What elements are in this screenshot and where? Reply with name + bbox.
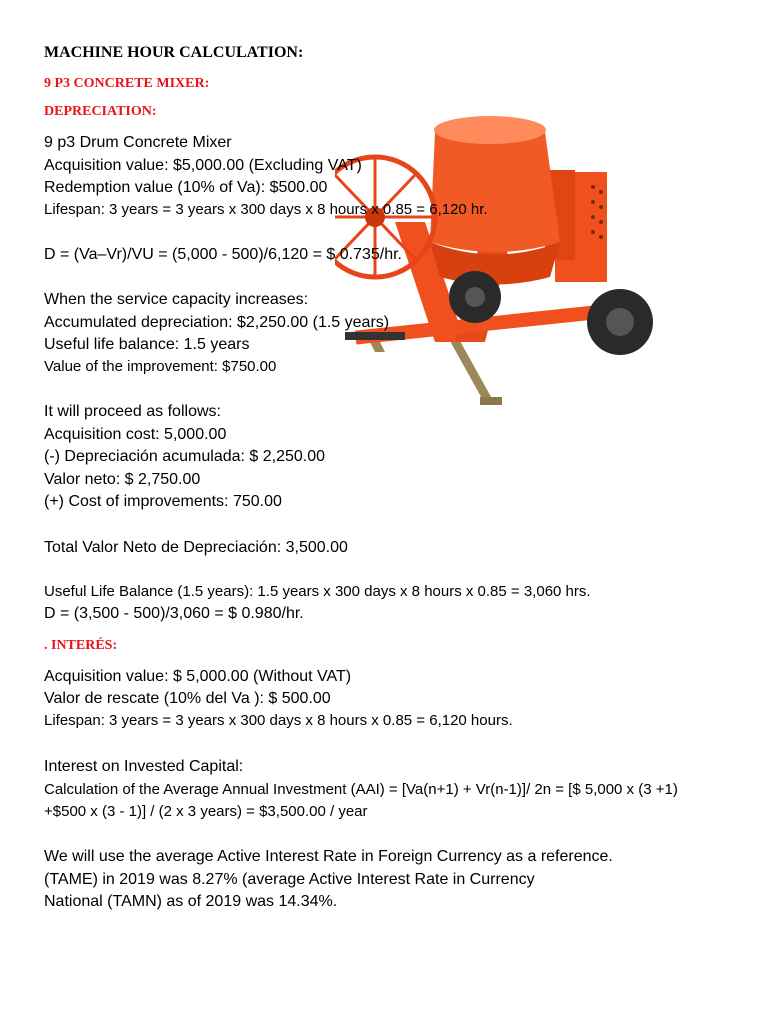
dep-line: (+) Cost of improvements: 750.00 [44, 493, 282, 510]
dep-line: Acquisition value: $5,000.00 (Excluding VAT) [44, 157, 362, 174]
dep-line: Accumulated depreciation: $2,250.00 (1.5 years) [44, 314, 390, 331]
int-line: Lifespan: 3 years = 3 years x 300 days x 8 hours x 0.85 = 6,120 hours. [44, 712, 513, 729]
dep-line: It will proceed as follows: [44, 403, 221, 420]
int-line: Valor de rescate (10% del Va ): $ 500.00 [44, 690, 331, 707]
int-paragraph: Calculation of the Average Annual Investment (AAI) = [Va(n+1) + Vr(n-1)]/ 2n = [$ 5,000 x (3 +1) +$500 x (3 - 1)] / (2 x 3 years) = $3,500.00 / year [44, 781, 678, 820]
int-line: (TAME) in 2019 was 8.27% (average Active Interest Rate in Currency [44, 871, 535, 888]
dep-line: Useful Life Balance (1.5 years): 1.5 years x 300 days x 8 hours x 0.85 = 3,060 hrs. [44, 583, 591, 600]
depreciation-heading: DEPRECIATION: [44, 104, 157, 119]
dep-line: Useful life balance: 1.5 years [44, 336, 250, 353]
dep-total: Total Valor Neto de Depreciación: 3,500.00 [44, 539, 348, 556]
dep-line: 9 p3 Drum Concrete Mixer [44, 134, 232, 151]
dep-formula: D = (Va–Vr)/VU = (5,000 - 500)/6,120 = $ 0.735/hr. [44, 246, 402, 263]
int-line: We will use the average Active Interest Rate in Foreign Currency as a reference. [44, 848, 613, 865]
dep-formula: D = (3,500 - 500)/3,060 = $ 0.980/hr. [44, 605, 304, 622]
dep-line: Lifespan: 3 years = 3 years x 300 days x 8 hours x 0.85 = 6,120 hr. [44, 201, 488, 218]
dep-line: Redemption value (10% of Va): $500.00 [44, 179, 328, 196]
int-line: Acquisition value: $ 5,000.00 (Without VAT) [44, 668, 352, 685]
int-line: National (TAMN) as of 2019 was 14.34%. [44, 893, 338, 910]
machine-subtitle: 9 P3 CONCRETE MIXER: [44, 76, 210, 91]
int-line: Interest on Invested Capital: [44, 758, 244, 775]
dep-line: Valor neto: $ 2,750.00 [44, 471, 201, 488]
dep-line: Value of the improvement: $750.00 [44, 358, 277, 375]
dep-line: Acquisition cost: 5,000.00 [44, 426, 227, 443]
interest-heading: . INTERÉS: [44, 638, 118, 653]
dep-line: When the service capacity increases: [44, 291, 309, 308]
dep-line: (-) Depreciación acumulada: $ 2,250.00 [44, 448, 326, 465]
page-title: MACHINE HOUR CALCULATION: [44, 44, 304, 61]
